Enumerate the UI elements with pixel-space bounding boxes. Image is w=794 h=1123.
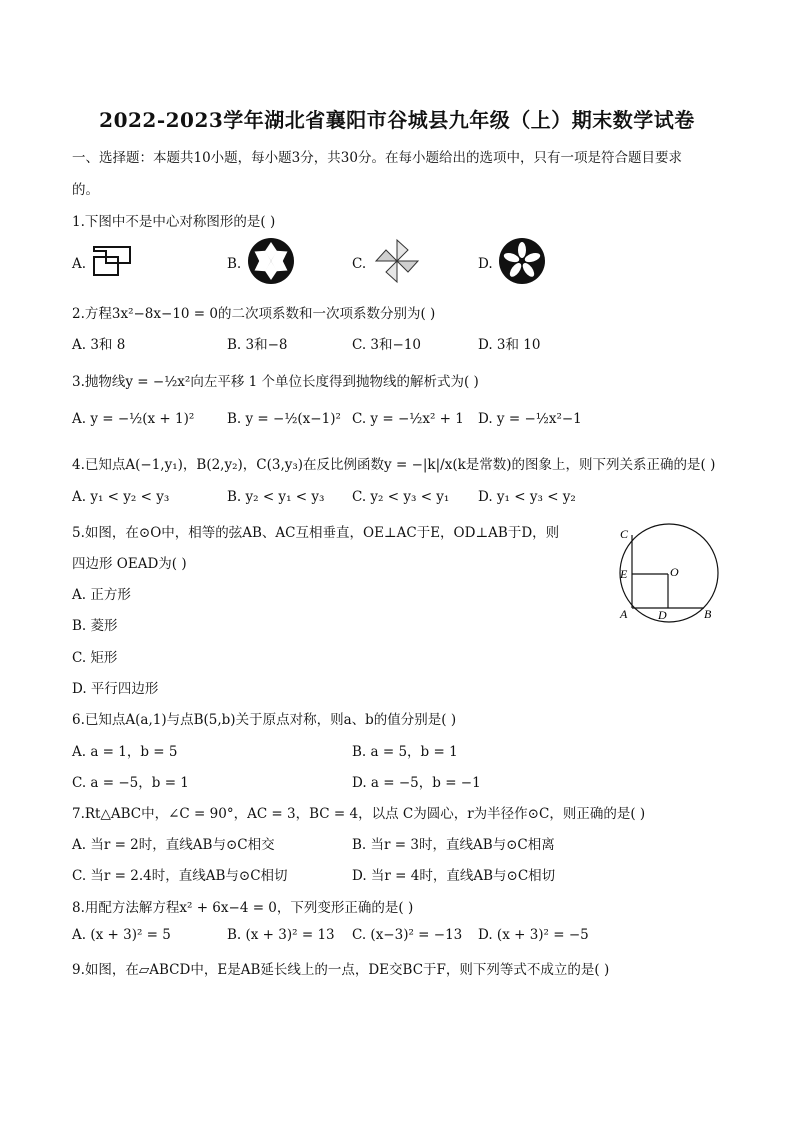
q8-option-d: D. (x + 3)² = −5 (478, 927, 589, 943)
q5-option-a: A. 正方形 (72, 587, 131, 603)
q7-option-d: D. 当r = 4时，直线AB与⊙C相切 (352, 868, 556, 884)
q2-option-b: B. 3和−8 (227, 337, 288, 353)
question-2-stem: 2.方程3x²−8x−10 = 0的二次项系数和一次项系数分别为( ) (72, 306, 436, 322)
q7-option-c: C. 当r = 2.4时，直线AB与⊙C相切 (72, 868, 288, 884)
q1-figure-b (247, 237, 295, 285)
q8-option-b: B. (x + 3)² = 13 (227, 927, 335, 943)
q2-option-c: C. 3和−10 (352, 337, 422, 353)
q8-option-a: A. (x + 3)² = 5 (72, 927, 171, 943)
question-4-stem: 4.已知点A(−1,y₁)，B(2,y₂)，C(3,y₃)在反比例函数y = −|k|/x(k是常数)的图象上，则下列关系正确的是( ) (72, 457, 716, 473)
figure-label-b: B (704, 607, 712, 621)
q5-option-d: D. 平行四边形 (72, 681, 159, 697)
question-9-stem: 9.如图，在▱ABCD中，E是AB延长线上的一点，DE交BC于F，则下列等式不成立的是( ) (72, 962, 610, 978)
question-6-stem: 6.已知点A(a,1)与点B(5,b)关于原点对称，则a、b的值分别是( ) (72, 712, 457, 728)
section-heading-line2: 的。 (72, 182, 99, 198)
q1-option-b-label: B. (227, 256, 242, 272)
question-7-stem: 7.Rt△ABC中，∠C = 90°，AC = 3，BC = 4，以点 C为圆心，r为半径作⊙C，则正确的是( ) (72, 806, 646, 822)
q6-option-b: B. a = 5，b = 1 (352, 744, 458, 760)
q4-option-a: A. y₁ < y₂ < y₃ (72, 489, 170, 505)
figure-label-a: A (620, 607, 628, 621)
figure-label-d: D (658, 608, 667, 622)
q5-circle-figure (612, 518, 724, 628)
q1-option-d-label: D. (478, 256, 493, 272)
q3-option-d: D. y = −½x²−1 (478, 411, 582, 427)
question-5-stem: 5.如图，在⊙O中，相等的弦AB、AC互相垂直，OE⊥AC于E，OD⊥AB于D，则 (72, 525, 560, 541)
figure-label-o: O (670, 565, 679, 579)
q1-option-c-label: C. (352, 256, 367, 272)
q6-option-a: A. a = 1，b = 5 (72, 744, 178, 760)
question-5-stem-line2: 四边形 OEAD为( ) (72, 556, 187, 572)
q1-figure-a (90, 243, 134, 279)
q5-option-b: B. 菱形 (72, 618, 118, 634)
figure-label-e: E (620, 567, 628, 581)
q5-option-c: C. 矩形 (72, 650, 118, 666)
q3-option-a: A. y = −½(x + 1)² (72, 411, 195, 427)
question-8-stem: 8.用配方法解方程x² + 6x−4 = 0，下列变形正确的是( ) (72, 900, 414, 916)
q7-option-a: A. 当r = 2时，直线AB与⊙C相交 (72, 837, 275, 853)
figure-label-c: C (620, 527, 629, 541)
q1-figure-d (498, 237, 546, 285)
question-3-stem: 3.抛物线y = −½x²向左平移 1 个单位长度得到抛物线的解析式为( ) (72, 374, 479, 390)
q6-option-d: D. a = −5，b = −1 (352, 775, 481, 791)
q1-option-a-label: A. (72, 256, 87, 272)
page-title: 2022-2023学年湖北省襄阳市谷城县九年级（上）期末数学试卷 (99, 108, 695, 132)
question-1-stem: 1.下图中不是中心对称图形的是( ) (72, 214, 276, 230)
q2-option-a: A. 3和 8 (72, 337, 126, 353)
q3-option-c: C. y = −½x² + 1 (352, 411, 464, 427)
q4-option-d: D. y₁ < y₃ < y₂ (478, 489, 576, 505)
section-heading-line1: 一、选择题：本题共10小题，每小题3分，共30分。在每小题给出的选项中，只有一项是符合题目要求 (72, 150, 682, 166)
q1-figure-c (372, 236, 422, 286)
q6-option-c: C. a = −5，b = 1 (72, 775, 189, 791)
q4-option-b: B. y₂ < y₁ < y₃ (227, 489, 325, 505)
q2-option-d: D. 3和 10 (478, 337, 541, 353)
q7-option-b: B. 当r = 3时，直线AB与⊙C相离 (352, 837, 555, 853)
q4-option-c: C. y₂ < y₃ < y₁ (352, 489, 450, 505)
q3-option-b: B. y = −½(x−1)² (227, 411, 341, 427)
q8-option-c: C. (x−3)² = −13 (352, 927, 463, 943)
